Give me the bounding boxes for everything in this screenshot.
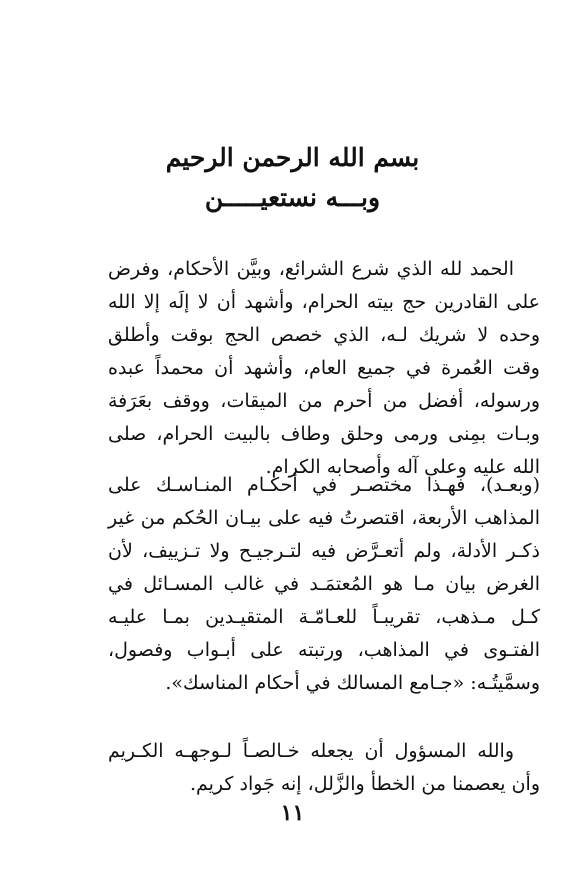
basmala-heading: بسم الله الرحمن الرحيم [165,143,420,172]
paragraph-supplication: والله المسؤول أن يجعله خـالصـاً لـوجهـه الكـريم وأن يعصمنا من الخطأ والزَّلل، إنه جَواد كريم. [108,740,540,795]
paragraph-praise: الحمد لله الذي شرع الشرائع، وبيَّن الأحكام، وفرض على القادرين حج بيته الحرام، وأشهد أن لا إلَه إلا الله وحده لا شريك لـه، الذي خصص الحج بوقت وأطلق وقت العُمرة في جميع العام، وأشهد أن محمداً عبده ورسوله، أفضل من أحرم من الميقات، ووقف بعَرَفة وبـات بمِنى ورمى وحلق وطاف بالبيت الحرام، صلى الله عليه وعلى آله وأصحابه الكرام. [108,258,540,478]
paragraph-introduction: (وبعـد)، فهـذا مختصـر في أحكـام المنـاسـك على المذاهب الأربعة، اقتصرتُ فيه على بيـان الحُكم من غير ذكـر الأدلة، ولم أتعـرَّض فيه لتـرجيـح ولا تـزييف، لأن الغرض بيان مـا هو المُعتمَـد في غالب المسـائل في كـل مـذهب، تقريبـاً للعـامّـة المتقيـدين بمـا عليـه الفتـوى في المذاهب، ورتبته على أبـواب وفصول، وسمَّيتُـه: «جـامع المسالك في أحكام المناسك». [108,474,540,694]
page-number: ١١ [280,800,305,826]
subtitle-heading: وبـــه نستعيـــــن [204,183,381,212]
